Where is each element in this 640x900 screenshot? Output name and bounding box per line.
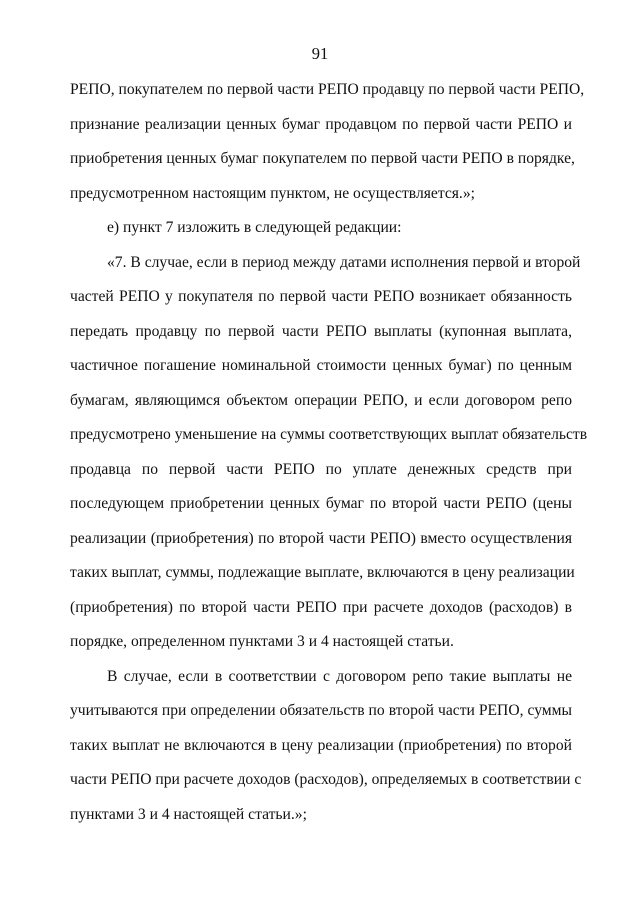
text-line: таких выплат не включаются в цену реализации (приобретения) по второй — [70, 737, 572, 754]
text-line: передать продавцу по первой части РЕПО выплаты (купонная выплата, — [70, 323, 572, 340]
text-line: приобретения ценных бумаг покупателем по первой части РЕПО в порядке, — [70, 150, 575, 167]
text-line: реализации (приобретения) по второй части РЕПО) вместо осуществления — [70, 530, 572, 547]
text-line: порядке, определенном пунктами 3 и 4 настоящей статьи. — [70, 633, 454, 650]
text-line: бумагам, являющимся объектом операции РЕПО, и если договором репо — [70, 392, 572, 409]
text-line: «7. В случае, если в период между датами исполнения первой и второй — [107, 254, 581, 271]
text-line: предусмотренном настоящим пунктом, не осуществляется.»; — [70, 185, 475, 202]
text-line: продавца по первой части РЕПО по уплате денежных средств при — [70, 461, 572, 478]
text-line: части РЕПО при расчете доходов (расходов), определяемых в соответствии с — [70, 771, 582, 788]
text-line: учитываются при определении обязательств по второй части РЕПО, суммы — [70, 702, 572, 719]
text-line: таких выплат, суммы, подлежащие выплате, включаются в цену реализации — [70, 564, 575, 581]
text-line: (приобретения) по второй части РЕПО при расчете доходов (расходов) в — [70, 599, 572, 616]
text-line: частичное погашение номинальной стоимости ценных бумаг) по ценным — [70, 357, 572, 374]
text-line: РЕПО, покупателем по первой части РЕПО продавцу по первой части РЕПО, — [70, 81, 585, 98]
text-line: последующем приобретении ценных бумаг по второй части РЕПО (цены — [70, 495, 572, 512]
text-line: е) пункт 7 изложить в следующей редакции: — [107, 219, 402, 236]
text-line: частей РЕПО у покупателя по первой части РЕПО возникает обязанность — [70, 288, 572, 305]
page-number: 91 — [311, 44, 329, 63]
text-line: В случае, если в соответствии с договором репо такие выплаты не — [107, 668, 572, 685]
text-line: предусмотрено уменьшение на суммы соответствующих выплат обязательств — [70, 426, 588, 443]
text-line: пунктами 3 и 4 настоящей статьи.»; — [70, 806, 307, 823]
text-line: признание реализации ценных бумаг продавцом по первой части РЕПО и — [70, 116, 572, 133]
